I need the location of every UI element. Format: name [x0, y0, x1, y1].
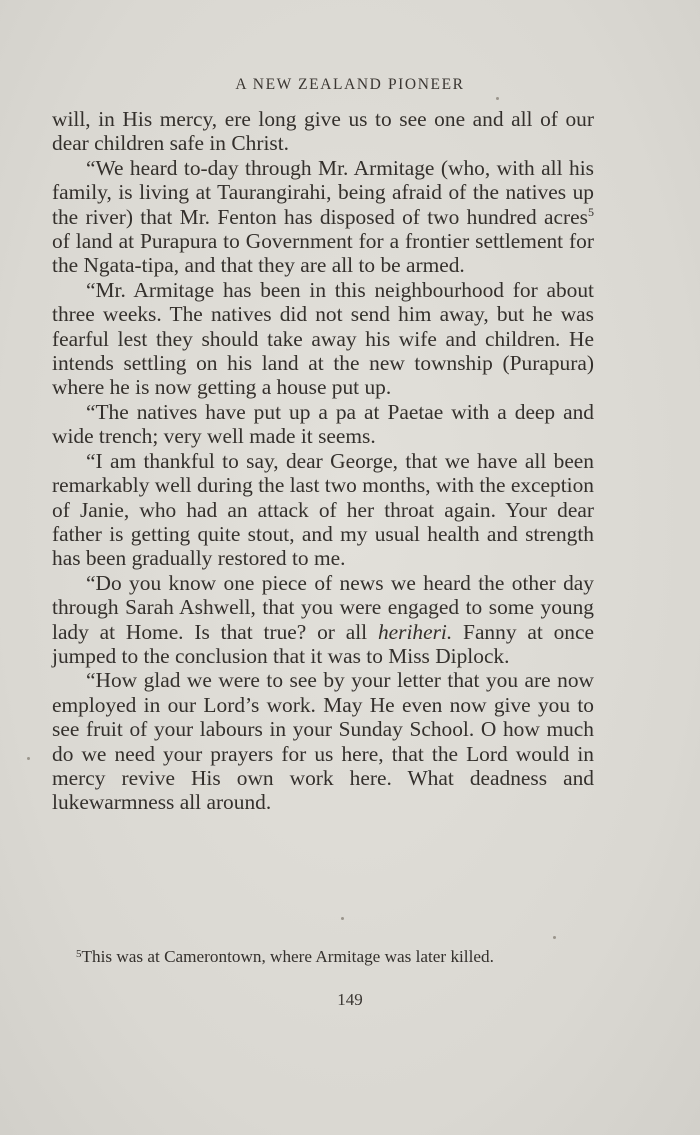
- page-number: 149: [337, 990, 363, 1009]
- paragraph-4: “The natives have put up a pa at Paetae with a deep and wide trench; very well made it seems.: [52, 399, 594, 449]
- footnote-reference: 5: [588, 204, 594, 219]
- paragraph-2-part-b: of land at Purapura to Government for a frontier settlement for the Ngata-tipa, and that they are all to be armed.: [52, 229, 594, 278]
- paper-speck: [553, 936, 556, 939]
- paragraph-2: [52, 156, 594, 278]
- paper-speck: [341, 917, 344, 920]
- footnote-mark: 5: [76, 948, 82, 960]
- footnote-text: This was at Camerontown, where Armitage was later killed.: [81, 947, 494, 966]
- paragraph-6: [52, 571, 594, 669]
- paragraph-6-part-b: Fanny at once jumped to the conclusion that it was to Miss Diplock.: [52, 619, 594, 668]
- running-head: A NEW ZEALAND PIONEER: [235, 76, 465, 93]
- paper-speck: [27, 757, 30, 760]
- paragraph-5: “I am thankful to say, dear George, that we have all been remarkably well during the last two months, with the exception of Janie, who had an attack of her throat again. Your dear father is getting quite stout, and my usual health and strength has been gradually restored to me.: [52, 448, 594, 571]
- body-text: [52, 107, 594, 815]
- paragraph-6-italic: heriheri.: [377, 619, 453, 644]
- paragraph-1: will, in His mercy, ere long give us to see one and all of our dear children safe in Christ.: [52, 107, 594, 156]
- paragraph-7: “How glad we were to see by your letter that you are now employed in our Lord’s work. May He even now give you to see fruit of your labours in your Sunday School. O how much do we need your prayers for us here, that the Lord would in mercy revive His own work here. What deadness and lukewarmness all around.: [52, 668, 594, 815]
- footnote: [52, 946, 594, 967]
- paragraph-3: “Mr. Armitage has been in this neighbourhood for about three weeks. The natives did not send him away, but he was fearful lest they should take away his wife and children. He intends settling on his land at the new township (Purapura) where he is now getting a house put up.: [52, 277, 594, 400]
- paragraph-6-part-a: “Do you know one piece of news we heard the other day through Sarah Ashwell, that you were engaged to some young lady at Home. Is that true? or all: [52, 570, 594, 644]
- paragraph-2-part-a: “We heard to-day through Mr. Armitage (who, with all his family, is living at Taurangirahi, being afraid of the natives up the river) that Mr. Fenton has disposed of two hundred acres: [52, 155, 594, 229]
- paper-speck: [496, 97, 499, 100]
